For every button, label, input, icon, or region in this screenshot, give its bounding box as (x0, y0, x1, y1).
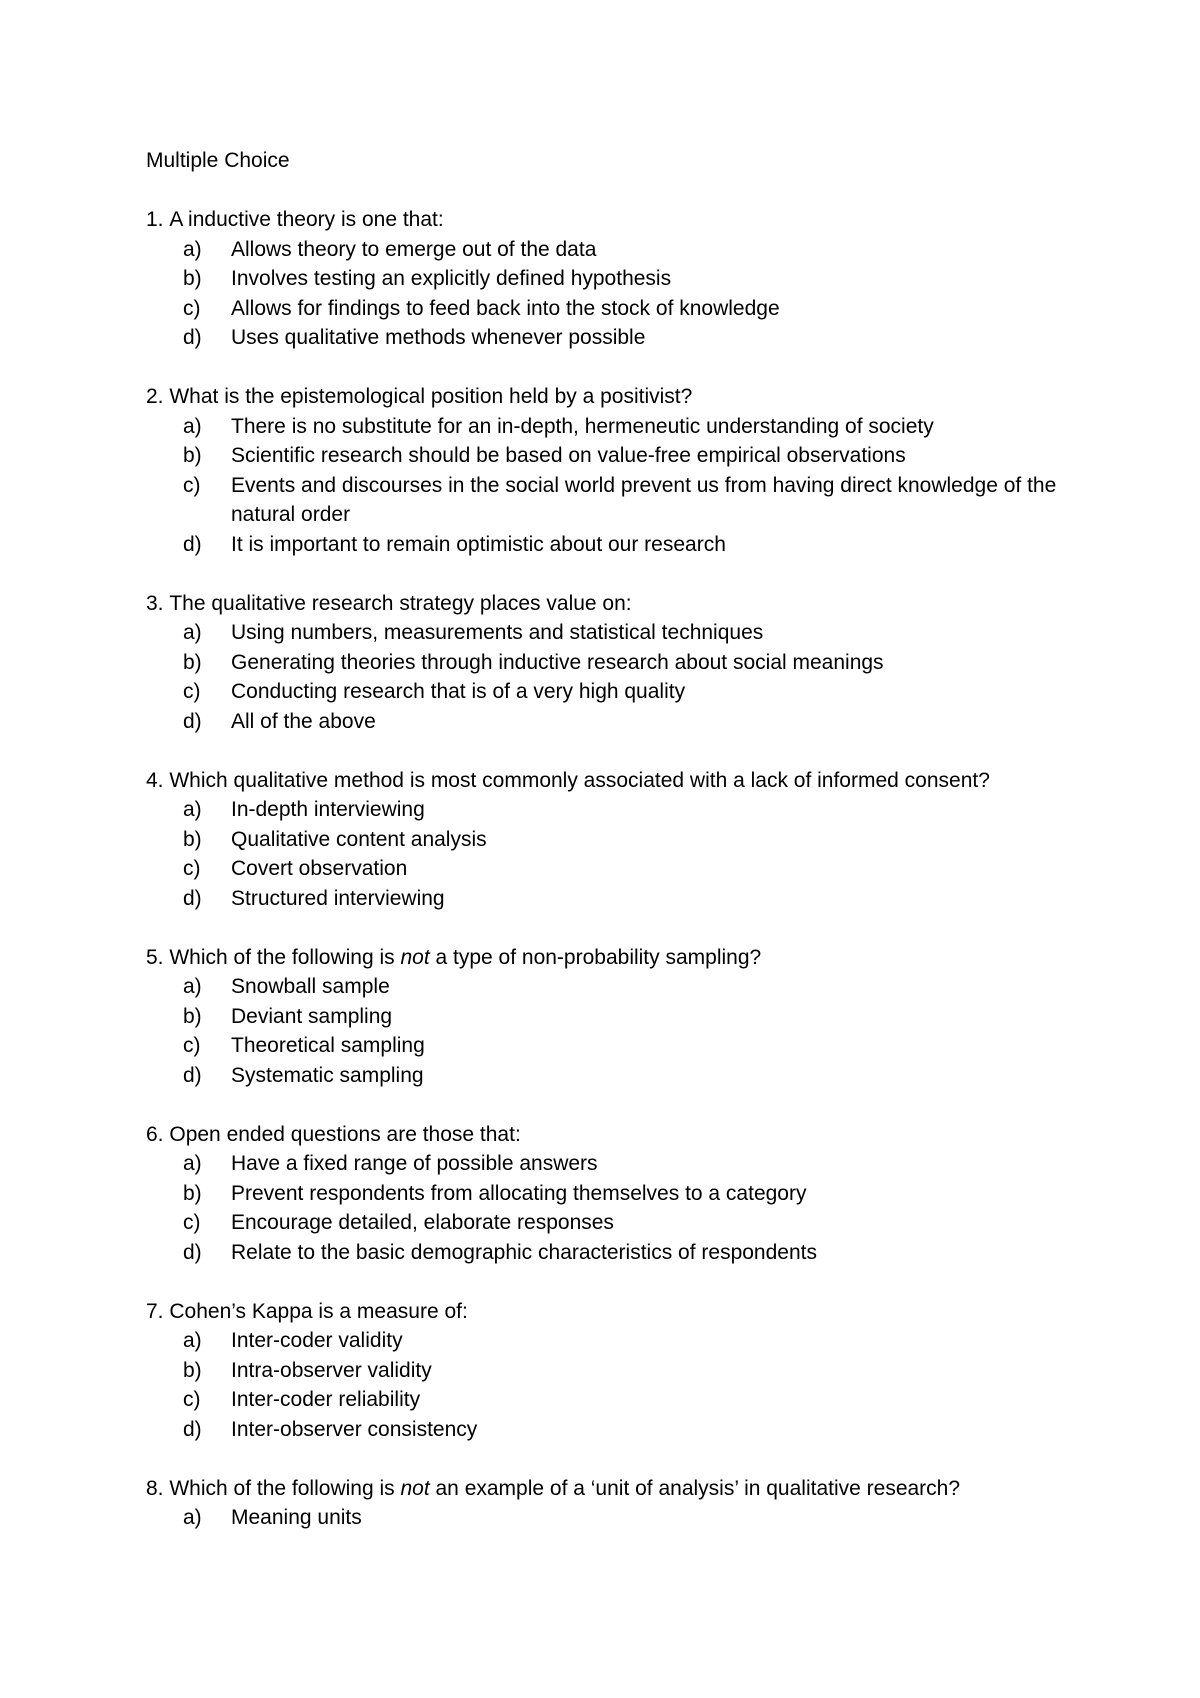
option-text: Inter-coder reliability (231, 1388, 421, 1411)
option-item (146, 707, 1066, 737)
option-item (146, 648, 1066, 678)
option-item (146, 294, 1066, 324)
question-text: The qualitative research strategy places value on: (169, 591, 632, 615)
option-letter: a) (183, 1506, 202, 1529)
question-number: 4. (146, 768, 164, 792)
option-text: Meaning units (231, 1506, 362, 1529)
option-item (146, 825, 1066, 855)
option-text: Conducting research that is of a very high quality (231, 680, 686, 703)
question-text (169, 943, 761, 973)
option-text: Snowball sample (231, 975, 390, 998)
option-list (146, 618, 1066, 736)
option-list (146, 412, 1066, 560)
question-number: 8. (146, 1476, 164, 1500)
question-7 (146, 1297, 1066, 1445)
option-text: It is important to remain optimistic about our research (231, 532, 726, 556)
option-list (146, 1326, 1066, 1444)
option-letter: a) (183, 414, 202, 438)
option-letter: a) (183, 237, 202, 261)
option-text: Using numbers, measurements and statistical techniques (231, 621, 764, 644)
option-text: Allows theory to emerge out of the data (231, 237, 597, 261)
option-letter: b) (183, 1358, 202, 1382)
option-text: Covert observation (231, 857, 408, 880)
option-item (146, 1149, 1066, 1179)
question-text-before: Which of the following is (169, 1476, 401, 1500)
question-number: 5. (146, 945, 164, 969)
option-letter: c) (183, 1211, 201, 1234)
option-text: Generating theories through inductive research about social meanings (231, 650, 884, 674)
question-stem (146, 1297, 1066, 1327)
question-stem (146, 205, 1066, 235)
option-letter: a) (183, 621, 202, 644)
option-item (146, 323, 1066, 353)
option-item (146, 1208, 1066, 1238)
option-letter: b) (183, 827, 202, 851)
option-item (146, 1031, 1066, 1061)
option-text: Have a fixed range of possible answers (231, 1152, 598, 1175)
option-item (146, 530, 1066, 560)
question-stem (146, 766, 1066, 796)
option-text: Allows for findings to feed back into the stock of knowledge (231, 296, 780, 320)
question-number: 3. (146, 591, 164, 615)
option-letter: b) (183, 444, 202, 467)
option-item (146, 1326, 1066, 1356)
question-text-emphasis: not (400, 1476, 430, 1500)
option-list (146, 235, 1066, 353)
question-text-emphasis: not (400, 945, 430, 969)
question-1 (146, 205, 1066, 353)
question-text: Open ended questions are those that: (169, 1122, 521, 1146)
option-letter: d) (183, 1417, 202, 1441)
option-letter: a) (183, 1152, 202, 1175)
option-letter: d) (183, 1240, 202, 1264)
option-list (146, 1149, 1066, 1267)
option-text: All of the above (231, 709, 376, 733)
question-5 (146, 943, 1066, 1091)
option-letter: c) (183, 296, 201, 320)
page-content (146, 146, 1066, 1562)
question-stem (146, 1474, 1066, 1504)
option-letter: d) (183, 709, 202, 733)
option-text: Inter-coder validity (231, 1329, 403, 1352)
option-text: Inter-observer consistency (231, 1417, 478, 1441)
option-item (146, 972, 1066, 1002)
option-text: Deviant sampling (231, 1004, 393, 1028)
option-item (146, 1415, 1066, 1445)
question-3 (146, 589, 1066, 737)
option-text: Qualitative content analysis (231, 827, 487, 851)
option-text: Prevent respondents from allocating themselves to a category (231, 1181, 807, 1205)
question-text-after: a type of non-probability sampling? (429, 945, 762, 969)
option-item (146, 264, 1066, 294)
option-letter: b) (183, 1004, 202, 1028)
question-stem (146, 589, 1066, 619)
option-text: Encourage detailed, elaborate responses (231, 1211, 614, 1234)
option-text: Uses qualitative methods whenever possible (231, 326, 646, 349)
option-letter: a) (183, 975, 202, 998)
option-list (146, 1503, 1066, 1533)
option-letter: b) (183, 1181, 202, 1205)
option-letter: b) (183, 650, 202, 674)
question-list (146, 205, 1066, 1533)
question-text: Cohen’s Kappa is a measure of: (169, 1299, 468, 1323)
question-number: 1. (146, 208, 164, 231)
question-4 (146, 766, 1066, 914)
question-text-before: Which of the following is (169, 945, 401, 969)
option-letter: d) (183, 1063, 202, 1087)
option-text: Events and discourses in the social world prevent us from having direct knowledge of the natural order (231, 473, 1057, 526)
option-text: Systematic sampling (231, 1063, 424, 1087)
option-item (146, 1002, 1066, 1032)
option-letter: c) (183, 680, 201, 703)
option-text: Theoretical sampling (231, 1034, 425, 1057)
question-text: What is the epistemological position held by a positivist? (169, 385, 693, 408)
option-text: In-depth interviewing (231, 798, 425, 821)
option-item (146, 884, 1066, 914)
option-item (146, 795, 1066, 825)
question-number: 6. (146, 1122, 164, 1146)
option-item (146, 471, 1066, 530)
question-text: A inductive theory is one that: (169, 208, 444, 231)
option-text: Scientific research should be based on value-free empirical observations (231, 444, 906, 467)
option-letter: b) (183, 267, 202, 290)
option-item (146, 412, 1066, 442)
option-text: Structured interviewing (231, 886, 445, 910)
question-stem (146, 1120, 1066, 1150)
option-item (146, 235, 1066, 265)
question-stem (146, 382, 1066, 412)
option-item (146, 618, 1066, 648)
option-text: Intra-observer validity (231, 1358, 432, 1382)
question-2 (146, 382, 1066, 559)
option-list (146, 795, 1066, 913)
option-text: There is no substitute for an in-depth, hermeneutic understanding of society (231, 414, 934, 438)
option-item (146, 441, 1066, 471)
option-item (146, 854, 1066, 884)
question-text (169, 1474, 960, 1504)
option-item (146, 1179, 1066, 1209)
option-letter: d) (183, 886, 202, 910)
question-8 (146, 1474, 1066, 1533)
option-text: Relate to the basic demographic characteristics of respondents (231, 1240, 817, 1264)
question-6 (146, 1120, 1066, 1268)
option-letter: c) (183, 857, 201, 880)
question-number: 2. (146, 385, 164, 408)
option-item (146, 1238, 1066, 1268)
option-letter: a) (183, 1329, 202, 1352)
option-list (146, 972, 1066, 1090)
option-item (146, 1356, 1066, 1386)
option-item (146, 1503, 1066, 1533)
option-letter: c) (183, 1034, 201, 1057)
question-text: Which qualitative method is most commonly associated with a lack of informed consent? (169, 768, 990, 792)
question-text-after: an example of a ‘unit of analysis’ in qualitative research? (429, 1476, 961, 1500)
page-heading: Multiple Choice (146, 149, 290, 172)
option-letter: a) (183, 798, 202, 821)
option-item (146, 677, 1066, 707)
question-number: 7. (146, 1299, 164, 1323)
option-text: Involves testing an explicitly defined hypothesis (231, 267, 672, 290)
option-letter: d) (183, 532, 202, 556)
option-item (146, 1385, 1066, 1415)
question-stem (146, 943, 1066, 973)
option-letter: c) (183, 1388, 201, 1411)
option-letter: c) (183, 473, 201, 497)
option-item (146, 1061, 1066, 1091)
option-letter: d) (183, 326, 202, 349)
